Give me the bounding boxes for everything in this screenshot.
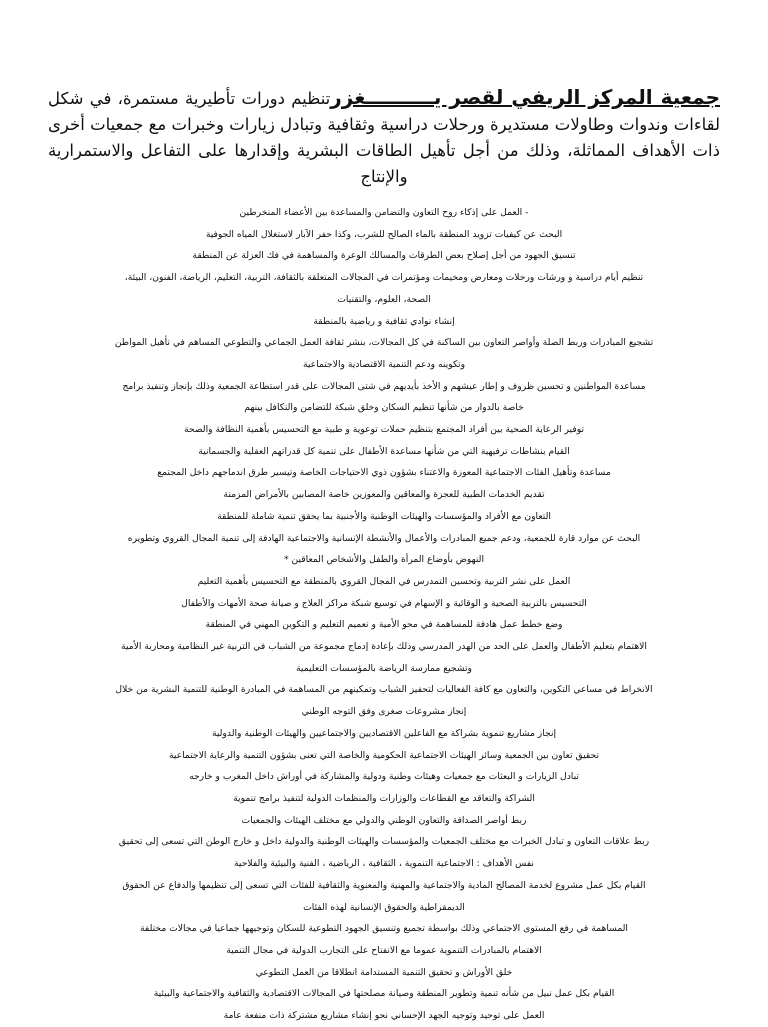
objectives-list xyxy=(48,202,720,1027)
list-item: - العمل على إذكاء روح التعاون والتضامن والمساعدة بين الأعضاء المنخرطين xyxy=(239,207,529,218)
list-item: تنسيق الجهود من أجل إصلاح بعض الطرقات والمسالك الوعرة والمساهمة في فك العزلة عن المنطقة xyxy=(192,250,576,262)
list-item: الشراكة والتعاقد مع القطاعات والوزارات والمنظمات الدولية لتنفيذ برامج تنموية xyxy=(233,792,535,804)
organization-title: جمعية المركز الريفي لقصر يــــــــــغزر xyxy=(330,85,720,109)
list-item: القيام بكل عمل نبيل من شأنه تنمية وتطوير المنطقة وصيانة مصلحتها في المجالات الاقتصادية والثقافية والاجتماعية والبيئية xyxy=(153,988,615,1000)
list-item: الديمقراطية والحقوق الإنسانية لهذه الفئات xyxy=(303,901,465,913)
list-item: إنجاز مشاريع تنموية بشراكة مع الفاعلين الاقتصاديين والاجتماعيين والهيئات الوطنية والدولية xyxy=(211,727,557,739)
list-item: وتكوينه ودعم التنمية الاقتصادية والاجتماعية xyxy=(302,358,466,370)
list-item: المساهمة في رفع المستوى الاجتماعي وذلك بواسطة تجميع وتنسيق الجهود التطوعية للسكان وتوجيهها جماعيا في مجالات مختلفة xyxy=(140,923,628,935)
list-item: الاهتمام بتعليم الأطفال والعمل على الحد من الهدر المدرسي وذلك بإعادة إدماج مجموعة من الشباب في التربية غير النظامية ومحاربة الأمية xyxy=(121,641,647,653)
list-item: إنجاز مشروعات صغرى وفق التوجه الوطني xyxy=(301,706,467,718)
list-item: الاهتمام بالمبادرات التنموية عموما مع الانفتاح على التجارب الدولية في مجال التنمية xyxy=(226,944,542,956)
list-item: الانخراط في مساعي التكوين، والتعاون مع كافة الفعاليات لتحفيز الشباب وتمكينهم من المساهمة في المبادرة الوطنية للتنمية البشرية من خلال xyxy=(115,684,653,696)
list-item: مساعدة وتأهيل الفئات الاجتماعية المعوزة والاعتناء بشؤون ذوي الاحتياجات الخاصة وتيسير طرق اندماجهم داخل المجتمع xyxy=(157,467,611,479)
list-item: تبادل الزيارات و البعثات مع جمعيات وهيئات وطنية ودولية والمشاركة في أوراش داخل المغرب و خارجه xyxy=(189,771,579,783)
list-item: العمل على نشر التربية وتحسين التمدرس في المجال القروي بالمنطقة مع التحسيس بأهمية التعليم xyxy=(197,575,571,587)
list-item: التحسيس بالتربية الصحية و الوقائية و الإسهام في توسيع شبكة مراكز العلاج و صيانة صحة الأمهات والأطفال xyxy=(181,597,587,609)
list-item: العمل على توحيد وتوجيه الجهد الإحساني نحو إنشاء مشاريع مشتركة ذات منفعة عامة xyxy=(223,1010,545,1022)
list-item: تقديم الخدمات الطبية للعجزة والمعاقين والمعوزين خاصة المصابين بالأمراض المزمنة xyxy=(223,489,545,501)
list-item: البحث عن كيفيات تزويد المنطقة بالماء الصالح للشرب، وكذا حفر الآبار لاستغلال المياه الجوفية xyxy=(205,228,563,240)
list-item: القيام بنشاطات ترفيهية التي من شأنها مساعدة الأطفال على تنمية كل قدراتهم العقلية والجسمانية xyxy=(198,445,570,457)
list-item: وتشجيع ممارسة الرياضة بالمؤسسات التعليمية xyxy=(296,662,472,674)
list-item: خلق الأوراش و تحقيق التنمية المستدامة انطلاقا من العمل التطوعي xyxy=(255,966,513,978)
list-item: ربط علاقات التعاون و تبادل الخبرات مع مختلف الجمعيات والمؤسسات والهيئات الوطنية والدولية داخل و خارج الوطن التي تسعى إلى تحقيق xyxy=(118,836,650,848)
list-item: وضع خطط عمل هادفة للمساهمة في محو الأمية و تعميم التعليم و التكوين المهني في المنطقة xyxy=(205,619,563,631)
list-item: تنظيم أيام دراسية و ورشات ورحلات ومعارض ومخيمات ومؤتمرات في المجالات المتعلقة بالثقافة، التربية، التعليم، الرياضة، الفنون، البيئة، xyxy=(124,272,644,284)
list-item: إنشاء نوادي ثقافية و رياضية بالمنطقة xyxy=(313,315,455,327)
list-item: خاصة بالدوار من شأنها تنظيم السكان وخلق شبكة للتضامن والتكافل بينهم xyxy=(244,402,524,414)
list-item: البحث عن موارد قارة للجمعية، ودعم جميع المبادرات والأعمال والأنشطة الإنسانية والاجتماعية الهادفة إلى تنمية المجال القروي وتطويره xyxy=(127,532,641,544)
list-item: الصحة، العلوم، والتقنيات xyxy=(337,293,431,305)
list-item: ربط أواصر الصداقة والتعاون الوطني والدولي مع مختلف الهيئات والجمعيات xyxy=(241,814,527,826)
list-item: تحقيق تعاون بين الجمعية وسائر الهيئات الاجتماعية الحكومية والخاصة التي تعنى بشؤون التنمية والرعاية الاجتماعية xyxy=(168,749,600,761)
list-item: نفس الأهداف : الاجتماعية التنموية ، الثقافية ، الرياضية ، الفنية والبيئية والفلاحية xyxy=(234,858,534,870)
list-item: التعاون مع الأفراد والمؤسسات والهيئات الوطنية والأجنبية بما يحقق تنمية شاملة للمنطقة xyxy=(217,510,551,522)
list-item: النهوض بأوضاع المرأة والطفل والأشخاص المعاقين * xyxy=(283,554,485,566)
list-item: توفير الرعاية الصحية بين أفراد المجتمع بتنظيم حملات توعوية و طبية مع التحسيس بأهمية النظافة والصحة xyxy=(183,424,585,436)
intro-paragraph xyxy=(48,84,720,190)
list-item: القيام بكل عمل مشروع لخدمة المصالح المادية والاجتماعية والمهنية والمعنوية والثقافية للفئات التي تسعى إلى تنظيمها والدفاع عن الحقوق xyxy=(122,879,646,891)
intro-body: تنظيم دورات تأطيرية مستمرة، في شكل لقاءات وندوات وطاولات مستديرة ورحلات دراسية وثقافية وتبادل زيارات وخبرات مع جمعيات أخرى ذات الأهداف المماثلة، وذلك من أجل تأهيل الطاقات البشرية وإقدارها على التفاعل والاستمرارية والإنتاج xyxy=(48,89,720,186)
list-item: تشجيع المبادرات وربط الصلة وأواصر التعاون بين الساكنة في كل المجالات، بنشر ثقافة العمل الجماعي والتطوعي المساهم في تأهيل المواطن xyxy=(114,337,654,349)
list-item: مساعدة المواطنين و تحسين ظروف و إطار عيشهم و الأخذ بأيديهم في شتى المجالات على قدر استطاعة الجمعية وذلك بإنجاز وتنفيذ برامج xyxy=(122,380,646,392)
